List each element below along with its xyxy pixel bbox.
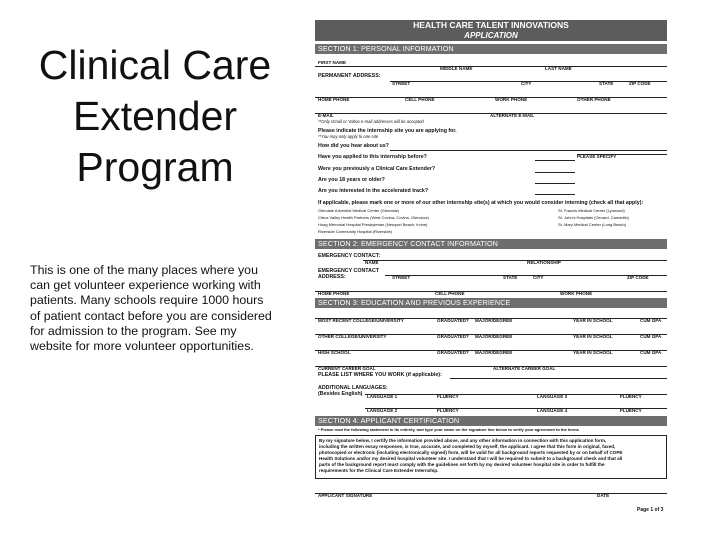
label-other-phone: OTHER PHONE	[577, 97, 611, 102]
site-option: Citrus Valley Health Partners (West Covina, Covina, Glendora)	[318, 215, 429, 220]
statement-line: including the written essay responses, is true, accurate, and completed by myself, the applicant. I agree that this form in original, faxed,	[319, 443, 616, 449]
label-year: YEAR IN SCHOOL	[573, 318, 613, 323]
label-languages-1: ADDITIONAL LANGUAGES:	[318, 385, 388, 391]
label-signature: APPLICANT SIGNATURE	[318, 493, 373, 498]
site-option: Riverside Community Hospital (Riverside)	[318, 229, 393, 234]
applied-question: Have you applied to this internship before?	[318, 154, 427, 160]
label-home-phone: HOME PHONE	[318, 97, 350, 102]
label-ec-work-phone: WORK PHONE	[560, 291, 593, 296]
label-year: YEAR IN SCHOOL	[573, 350, 613, 355]
label-state: STATE	[599, 81, 614, 86]
label-first-name: FIRST NAME	[318, 60, 347, 65]
label-ec-cell-phone: CELL PHONE	[435, 291, 465, 296]
label-graduated: GRADUATED?	[437, 334, 469, 339]
label-work-phone: WORK PHONE	[495, 97, 528, 102]
label-ec-street: STREET	[392, 275, 411, 280]
label-email: E-MAIL	[318, 113, 334, 118]
certification-statement-box	[315, 435, 667, 479]
certification-instruction: * Please read the following statement in its entirety, and type your name on the signature line below to verify your agreement to the terms	[318, 427, 579, 432]
label-fluency: FLUENCY	[620, 408, 642, 413]
hear-question: How did you hear about us?	[318, 143, 389, 149]
label-relationship: RELATIONSHIP	[527, 260, 561, 265]
label-language-4: LANGUAGE 4	[537, 408, 568, 413]
site-option: St. Francis Medical Center (Lynwood)	[558, 208, 625, 213]
email-note: **Only Gmail or Yahoo e-mail addresses will be accepted	[318, 119, 424, 124]
site-option: St. John's Hospitals (Oxnard, Camarillo)	[558, 215, 630, 220]
title-line: Extender	[72, 93, 238, 139]
label-fluency: FLUENCY	[437, 408, 459, 413]
section-3-header: SECTION 3: EDUCATION AND PREVIOUS EXPERIENCE	[315, 298, 667, 308]
label-edu-row: MOST RECENT COLLEGE/UNIVERSITY	[318, 318, 404, 323]
page-number: Page 1 of 3	[637, 507, 664, 513]
internship-question: Please indicate the internship site you are applying for.	[318, 128, 457, 134]
label-fluency: FLUENCY	[620, 394, 642, 399]
label-street: STREET	[392, 81, 411, 86]
label-ec-address-1: EMERGENCY CONTACT	[318, 268, 380, 274]
label-year: YEAR IN SCHOOL	[573, 334, 613, 339]
extender-question: Were you previously a Clinical Care Extender?	[318, 166, 436, 172]
label-graduated: GRADUATED?	[437, 350, 469, 355]
label-date: DATE	[597, 493, 610, 498]
section-2-header: SECTION 2: EMERGENCY CONTACT INFORMATION	[315, 239, 667, 249]
accelerated-question: Are you interested in the accelerated track?	[318, 188, 429, 194]
label-alt-career-goal: ALTERNATE CAREER GOAL	[493, 366, 556, 371]
label-languages-2: (Besides English)	[318, 391, 363, 397]
label-permanent-address: PERMANENT ADDRESS:	[318, 73, 381, 79]
label-ec-home-phone: HOME PHONE	[318, 291, 350, 296]
label-name: NAME	[365, 260, 379, 265]
label-major: MAJOR/DEGREE	[475, 334, 513, 339]
label-gpa: CUM GPA	[640, 334, 662, 339]
age-question: Are you 18 years or older?	[318, 177, 385, 183]
work-question: PLEASE LIST WHERE YOU WORK (if applicable):	[318, 372, 442, 378]
label-gpa: CUM GPA	[640, 318, 662, 323]
label-ec-city: CITY	[533, 275, 544, 280]
label-specify: PLEASE SPECIFY	[577, 154, 617, 159]
label-major: MAJOR/DEGREE	[475, 318, 513, 323]
label-ec-zip: ZIP CODE	[627, 275, 649, 280]
label-graduated: GRADUATED?	[437, 318, 469, 323]
section-1-header: SECTION 1: PERSONAL INFORMATION	[315, 44, 667, 54]
label-zip: ZIP CODE	[629, 81, 651, 86]
internship-note: **You may only apply to one site	[318, 134, 379, 139]
label-language-3: LANGUAGE 3	[537, 394, 568, 399]
sites-question: If applicable, please mark one or more of our other internship site(s) at which you would consider interning (check all that apply):	[318, 200, 644, 206]
site-option: St. Mary Medical Center (Long Beach)	[558, 222, 627, 227]
label-edu-row: OTHER COLLEGE/UNIVERSITY	[318, 334, 387, 339]
slide-title	[20, 40, 290, 193]
section-4-header: SECTION 4: APPLICANT CERTIFICATION	[315, 416, 667, 426]
label-gpa: CUM GPA	[640, 350, 662, 355]
site-option: Hoag Memorial Hospital Presbyterian (Newport Beach, Irvine)	[318, 222, 428, 227]
label-emergency-contact: EMERGENCY CONTACT:	[318, 253, 381, 259]
label-cell-phone: CELL PHONE	[405, 97, 435, 102]
statement-line: Health Solutions and/or my desired hospital volunteer site. I understand that I will be required to submit to a background check and that all	[319, 455, 623, 461]
label-city: CITY	[521, 81, 532, 86]
form-org-header: HEALTH CARE TALENT INNOVATIONS	[315, 20, 667, 31]
label-middle-name: MIDDLE NAME	[440, 66, 473, 71]
label-ec-state: STATE	[503, 275, 518, 280]
label-fluency: FLUENCY	[437, 394, 459, 399]
label-ec-address-2: ADDRESS:	[318, 274, 346, 280]
label-alt-email: ALTERNATE E-MAIL	[490, 113, 535, 118]
label-career-goal: CURRENT CAREER GOAL	[318, 366, 376, 371]
site-option: Glendale Adventist Medical Center (Glendale)	[318, 208, 400, 213]
label-edu-row: HIGH SCHOOL	[318, 350, 351, 355]
statement-line: requirements for the Clinical Care Extender Internship.	[319, 467, 439, 473]
statement-line: photocopied or electronic (including electronically signed) form, will be valid for all background reports requested by or on behalf of COPE	[319, 449, 623, 455]
label-language-1: LANGUAGE 1	[367, 394, 398, 399]
title-line: Clinical Care	[38, 42, 272, 88]
label-last-name: LAST NAME	[545, 66, 572, 71]
slide-body-text: This is one of the many places where you can get volunteer experience working with patients. Many schools require 1000 hours of patient contact before you are considered for admission to the program. See my website for more volunteer opportunities.	[30, 263, 272, 354]
label-language-2: LANGUAGE 2	[367, 408, 398, 413]
label-major: MAJOR/DEGREE	[475, 350, 513, 355]
application-form-image	[315, 20, 667, 516]
statement-line: By my signature below, I certify the information provided above, and any other information in connection with this application form,	[319, 438, 607, 443]
form-doc-header: APPLICATION	[315, 31, 667, 41]
statement-line: parts of the background report must comply with the guidelines set forth by my desired volunteer hospital site in order to fulfill the	[319, 461, 605, 467]
title-line: Program	[76, 144, 234, 190]
